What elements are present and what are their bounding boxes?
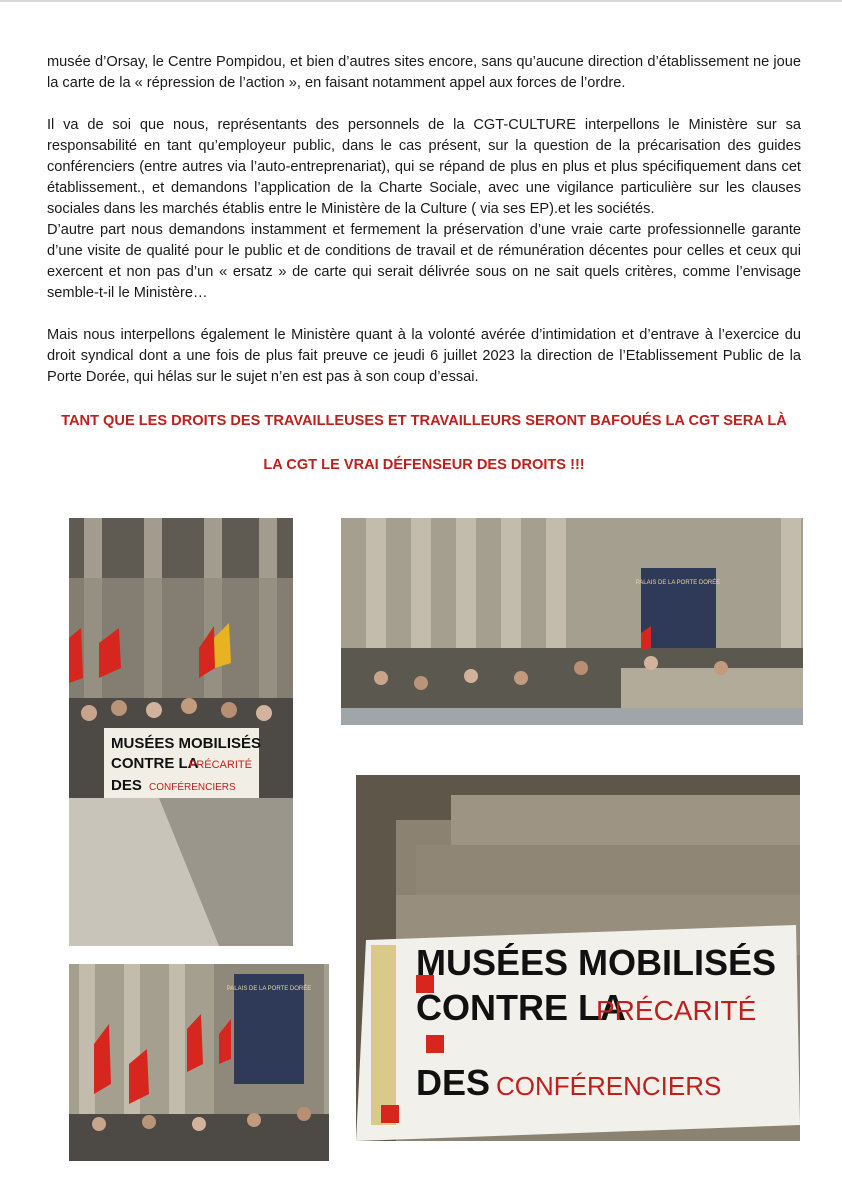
photo-flags-entrance bbox=[69, 964, 329, 1161]
banner-big-text-2: CONTRE LA bbox=[416, 987, 626, 1028]
paragraph-3: D’autre part nous demandons instamment et fermement la préservation d’une vraie carte professionnelle garante d’une visite de qualité pour le public et de conditions de travail et de rémunération décentes pour celles et ceux qui exercent et non pas d’un « ersatz » de carte qui serait délivrée sous on ne sait quels critères, comme l’envisage semble-t-il le Ministère… bbox=[47, 222, 801, 301]
banner-text-3: DES bbox=[111, 777, 142, 794]
building-sign-1: PALAIS DE LA PORTE DORÉE bbox=[635, 580, 721, 586]
slogan-line-1: TANT QUE LES DROITS DES TRAVAILLEUSES ET TRAVAILLEURS SERONT BAFOUÉS LA CGT SERA LÀ bbox=[61, 413, 787, 429]
slogan-line-2: LA CGT LE VRAI DÉFENSEUR DES DROITS !!! bbox=[263, 457, 585, 473]
body-text bbox=[47, 52, 801, 409]
banner-text-2b: PRÉCARITÉ bbox=[189, 759, 252, 771]
banner-text-3b: CONFÉRENCIERS bbox=[149, 782, 236, 793]
photo-crowd-entrance bbox=[341, 518, 803, 725]
banner-text-2: CONTRE LA bbox=[111, 755, 199, 772]
photo-protest-banner-front bbox=[69, 518, 293, 946]
banner-big-text-3: DES bbox=[416, 1062, 491, 1103]
building-sign-2: PALAIS DE LA PORTE DORÉE bbox=[226, 986, 312, 992]
banner-text-1: MUSÉES MOBILISÉS bbox=[111, 735, 262, 752]
page-top-rule bbox=[0, 0, 842, 2]
banner-big-text-1: MUSÉES MOBILISÉS bbox=[416, 942, 777, 983]
banner-big-text-2b: PRÉCARITÉ bbox=[596, 995, 757, 1026]
banner-big-text-3b: CONFÉRENCIERS bbox=[496, 1071, 722, 1101]
photo-banner-steps bbox=[356, 775, 800, 1141]
paragraph-4: Mais nous interpellons également le Ministère quant à la volonté avérée d’intimidation et d’entrave à l’exercice du droit syndical dont a une fois de plus fait preuve ce jeudi 6 juillet 2023 la direction de l’Etablissement Public de la Porte Dorée, qui hélas sur le sujet n’en est pas à son coup d’essai. bbox=[47, 327, 801, 385]
paragraph-1: musée d’Orsay, le Centre Pompidou, et bien d’autres sites encore, sans qu’aucune direction d’établissement ne joue la carte de la « répression de l’action », en faisant notamment appel aux forces de l’ordre. bbox=[47, 54, 801, 91]
paragraph-2: Il va de soi que nous, représentants des personnels de la CGT-CULTURE interpellons le Ministère sur sa responsabilité en tant qu’employeur public, dans le cas présent, sur la question de la précarisation des guides conférenciers (entre autres via l’auto-entreprenariat), qui se répand de plus en plus et plus spécifiquement dans cet établissement., et demandons l’application de la Charte Sociale, avec une vigilance particulière sur les clauses sociales dans les marchés établis entre le Ministère de la Culture ( via ses EP).et les sociétés. bbox=[47, 117, 801, 217]
